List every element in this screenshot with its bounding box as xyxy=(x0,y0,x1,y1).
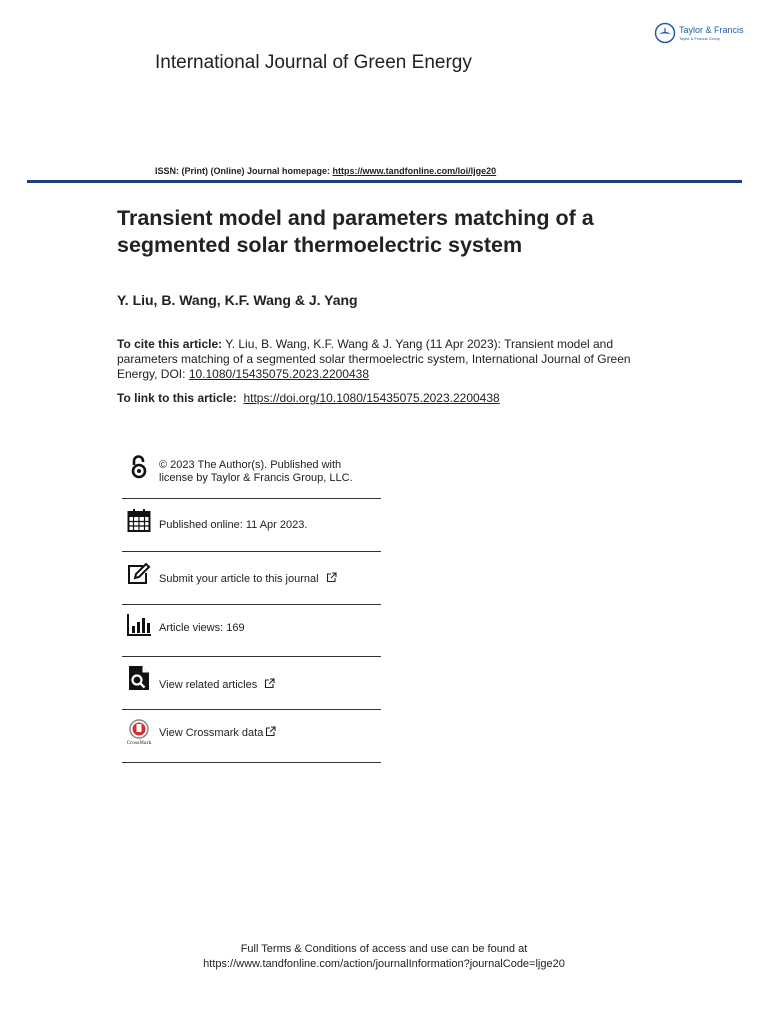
open-access-icon xyxy=(126,454,152,480)
views-row xyxy=(122,605,381,657)
journal-homepage-link[interactable]: https://www.tandfonline.com/loi/ljge20 xyxy=(332,166,497,176)
edit-icon xyxy=(126,561,152,587)
citation-text: Y. Liu, B. Wang, K.F. Wang & J. Yang (11 Apr 2023): Transient model and parameters matching of a segmented solar thermoelectric system, International Journal of Green Energy, DOI: xyxy=(117,337,631,381)
view-crossmark-label: View Crossmark data xyxy=(159,727,264,739)
license-row xyxy=(122,446,381,499)
article-authors: Y. Liu, B. Wang, K.F. Wang & J. Yang xyxy=(117,292,358,308)
search-document-icon xyxy=(126,665,152,691)
publisher-logo[interactable] xyxy=(654,22,744,44)
citation xyxy=(117,337,657,382)
journal-title: International Journal of Green Energy xyxy=(155,52,472,73)
article-title: Transient model and parameters matching of a segmented solar thermoelectric system xyxy=(117,206,594,257)
issn-label: ISSN: (Print) (Online) Journal homepage: xyxy=(155,166,333,176)
article-doi-url-link[interactable]: https://doi.org/10.1080/15435075.2023.2200438 xyxy=(243,391,500,405)
article-link-label: To link to this article: xyxy=(117,391,237,405)
submit-row[interactable] xyxy=(122,552,381,605)
crossmark-logo-text: CrossMark xyxy=(126,741,152,745)
bar-chart-icon xyxy=(126,612,152,638)
view-crossmark-link[interactable] xyxy=(159,726,276,740)
footer-terms-url[interactable]: https://www.tandfonline.com/action/journalInformation?journalCode=ljge20 xyxy=(203,958,565,970)
article-link-line xyxy=(117,391,500,405)
external-link-icon xyxy=(326,572,337,583)
citation-label: To cite this article: xyxy=(117,337,223,351)
header-divider xyxy=(27,180,742,183)
taylor-francis-logo-icon xyxy=(654,22,676,44)
crossmark-row[interactable] xyxy=(122,710,381,763)
article-info-list xyxy=(122,446,381,763)
external-link-icon xyxy=(265,726,276,737)
license-text: © 2023 The Author(s). Published with license by Taylor & Francis Group, LLC. xyxy=(159,459,353,484)
related-row[interactable] xyxy=(122,657,381,710)
submit-article-link[interactable] xyxy=(159,572,337,586)
published-row xyxy=(122,499,381,552)
footer xyxy=(0,942,768,972)
view-related-label: View related articles xyxy=(159,679,258,691)
issn-line xyxy=(155,166,496,176)
external-link-icon xyxy=(264,678,275,689)
footer-terms-text: Full Terms & Conditions of access and use can be found at xyxy=(240,943,528,955)
crossmark-icon xyxy=(126,719,152,745)
publisher-name: Taylor & Francis xyxy=(679,24,744,35)
publisher-subtitle: Taylor & Francis Group xyxy=(679,35,720,41)
submit-article-label: Submit your article to this journal xyxy=(159,573,319,585)
calendar-icon xyxy=(126,507,152,533)
view-related-link[interactable] xyxy=(159,678,275,692)
article-views: Article views: 169 xyxy=(159,622,245,634)
published-date: Published online: 11 Apr 2023. xyxy=(159,519,308,531)
citation-doi-link[interactable]: 10.1080/15435075.2023.2200438 xyxy=(188,367,369,381)
